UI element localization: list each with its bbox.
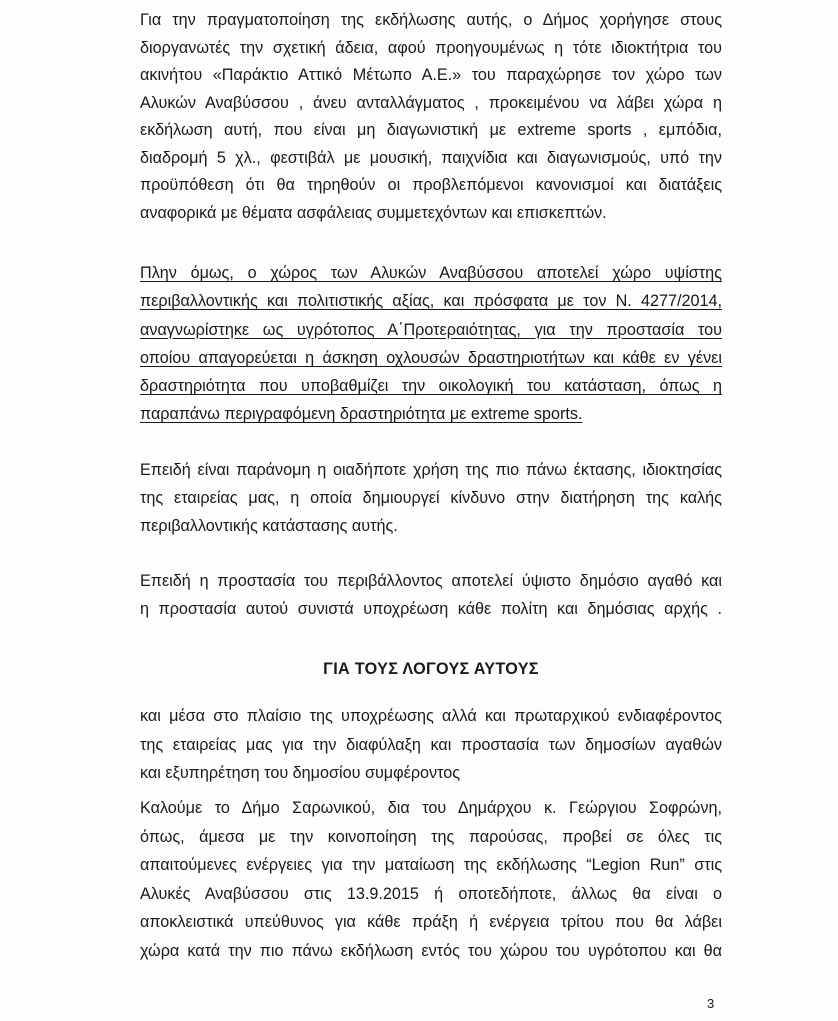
text-line: παραπάνω περιγραφόμενη δραστηριότητα με extreme sports. (140, 405, 583, 424)
text-line: Αλυκές Αναβύσσου στις 13.9.2015 ή οποτεδήποτε, άλλως θα είναι ο (140, 884, 722, 903)
page-number: 3 (707, 996, 715, 1011)
text-line: ακινήτου «Παράκτιο Αττικό Μέτωπο Α.Ε.» του παραχώρησε τον χώρο των (140, 66, 722, 84)
text-line: εκδήλωση αυτή, που είναι μη διαγωνιστική με extreme sports , εμπόδια, (140, 121, 722, 139)
text-line: Επειδή η προστασία του περιβάλλοντος αποτελεί ύψιστο δημόσιο αγαθό και (140, 572, 722, 590)
text-line: διαδρομή 5 χλ., φεστιβάλ με μουσική, παιχνίδια και διαγωνισμούς, υπό την (140, 148, 722, 167)
paragraph-illegal-use (140, 456, 722, 540)
paragraph-event-permit (140, 7, 722, 227)
text-line: περιβαλλοντικής και πολιτιστικής αξίας, και πρόσφατα με τον Ν. 4277/2014, (140, 292, 722, 311)
text-line: και μέσα στο πλαίσιο της υποχρέωσης αλλά και πρωταρχικού ενδιαφέροντος (140, 707, 722, 725)
text-line: διοργανωτές την σχετική άδεια, αφού προηγουμένως η τότε ιδιοκτήτρια του (140, 38, 722, 57)
text-line: δραστηριότητα που υποβαθμίζει την οικολογική του κατάσταση, όπως η (140, 377, 722, 396)
text-line: Επειδή είναι παράνομη η οιαδήποτε χρήση της πιο πάνω έκτασης, ιδιοκτησίας (140, 461, 722, 479)
paragraph-demand-to-municipality (140, 794, 722, 966)
text-line: αναφορικά με θέματα ασφάλειας συμμετεχόντων και επισκεπτών. (140, 203, 607, 222)
text-line: της εταιρείας μας για την διαφύλαξη και προστασία των δημοσίων αγαθών (140, 735, 722, 754)
paragraph-company-obligation (140, 702, 722, 788)
text-line: οποίου απαγορεύεται η άσκηση οχλουσών δραστηριοτήτων και κάθε εν γένει (140, 348, 722, 367)
text-line: αποκλειστικά υπεύθυνος για κάθε πράξη ή ενέργεια τρίτου που θα λάβει (140, 913, 722, 932)
text-line: Πλην όμως, ο χώρος των Αλυκών Αναβύσσου αποτελεί χώρο υψίστης (140, 264, 722, 282)
text-line: η προστασία αυτού συνιστά υποχρέωση κάθε πολίτη και δημόσιας αρχής . (140, 600, 722, 618)
text-line: αναγνωρίστηκε ως υγρότοπος Α΄Προτεραιότητας, για την προστασία του (140, 320, 722, 339)
text-line: Για την πραγματοποίηση της εκδήλωσης αυτής, ο Δήμος χορήγησε στους (140, 11, 722, 29)
text-line: της εταιρείας μας, η οποία δημιουργεί κίνδυνο στην διατήρηση της καλής (140, 489, 722, 507)
text-line: Αλυκών Αναβύσσου , άνευ ανταλλάγματος , προκειμένου να λάβει χώρα η (140, 93, 722, 112)
text-line: προϋπόθεση ότι θα τηρηθούν οι προβλεπόμενοι κανονισμοί και διατάξεις (140, 176, 722, 194)
text-line: απαιτούμενες ενέργειες για την ματαίωση της εκδήλωσης “Legion Run” στις (140, 856, 722, 875)
text-line: Καλούμε το Δήμο Σαρωνικού, δια του Δημάρχου κ. Γεώργιου Σοφρώνη, (140, 799, 722, 817)
text-line: χώρα κατά την πιο πάνω εκδήλωση εντός του χώρου του υγρότοπου και θα (140, 941, 722, 960)
section-heading: ΓΙΑ ΤΟΥΣ ΛΟΓΟΥΣ ΑΥΤΟΥΣ (323, 660, 539, 678)
text-line: και εξυπηρέτηση του δημοσίου συμφέροντος (140, 764, 461, 782)
text-line: περιβαλλοντικής κατάστασης αυτής. (140, 517, 398, 535)
text-line: όπως, άμεσα με την κοινοποίηση της παρούσας, προβεί σε όλες τις (140, 827, 722, 846)
paragraph-environment-public-good (140, 567, 722, 623)
paragraph-wetland-protection (140, 259, 722, 429)
